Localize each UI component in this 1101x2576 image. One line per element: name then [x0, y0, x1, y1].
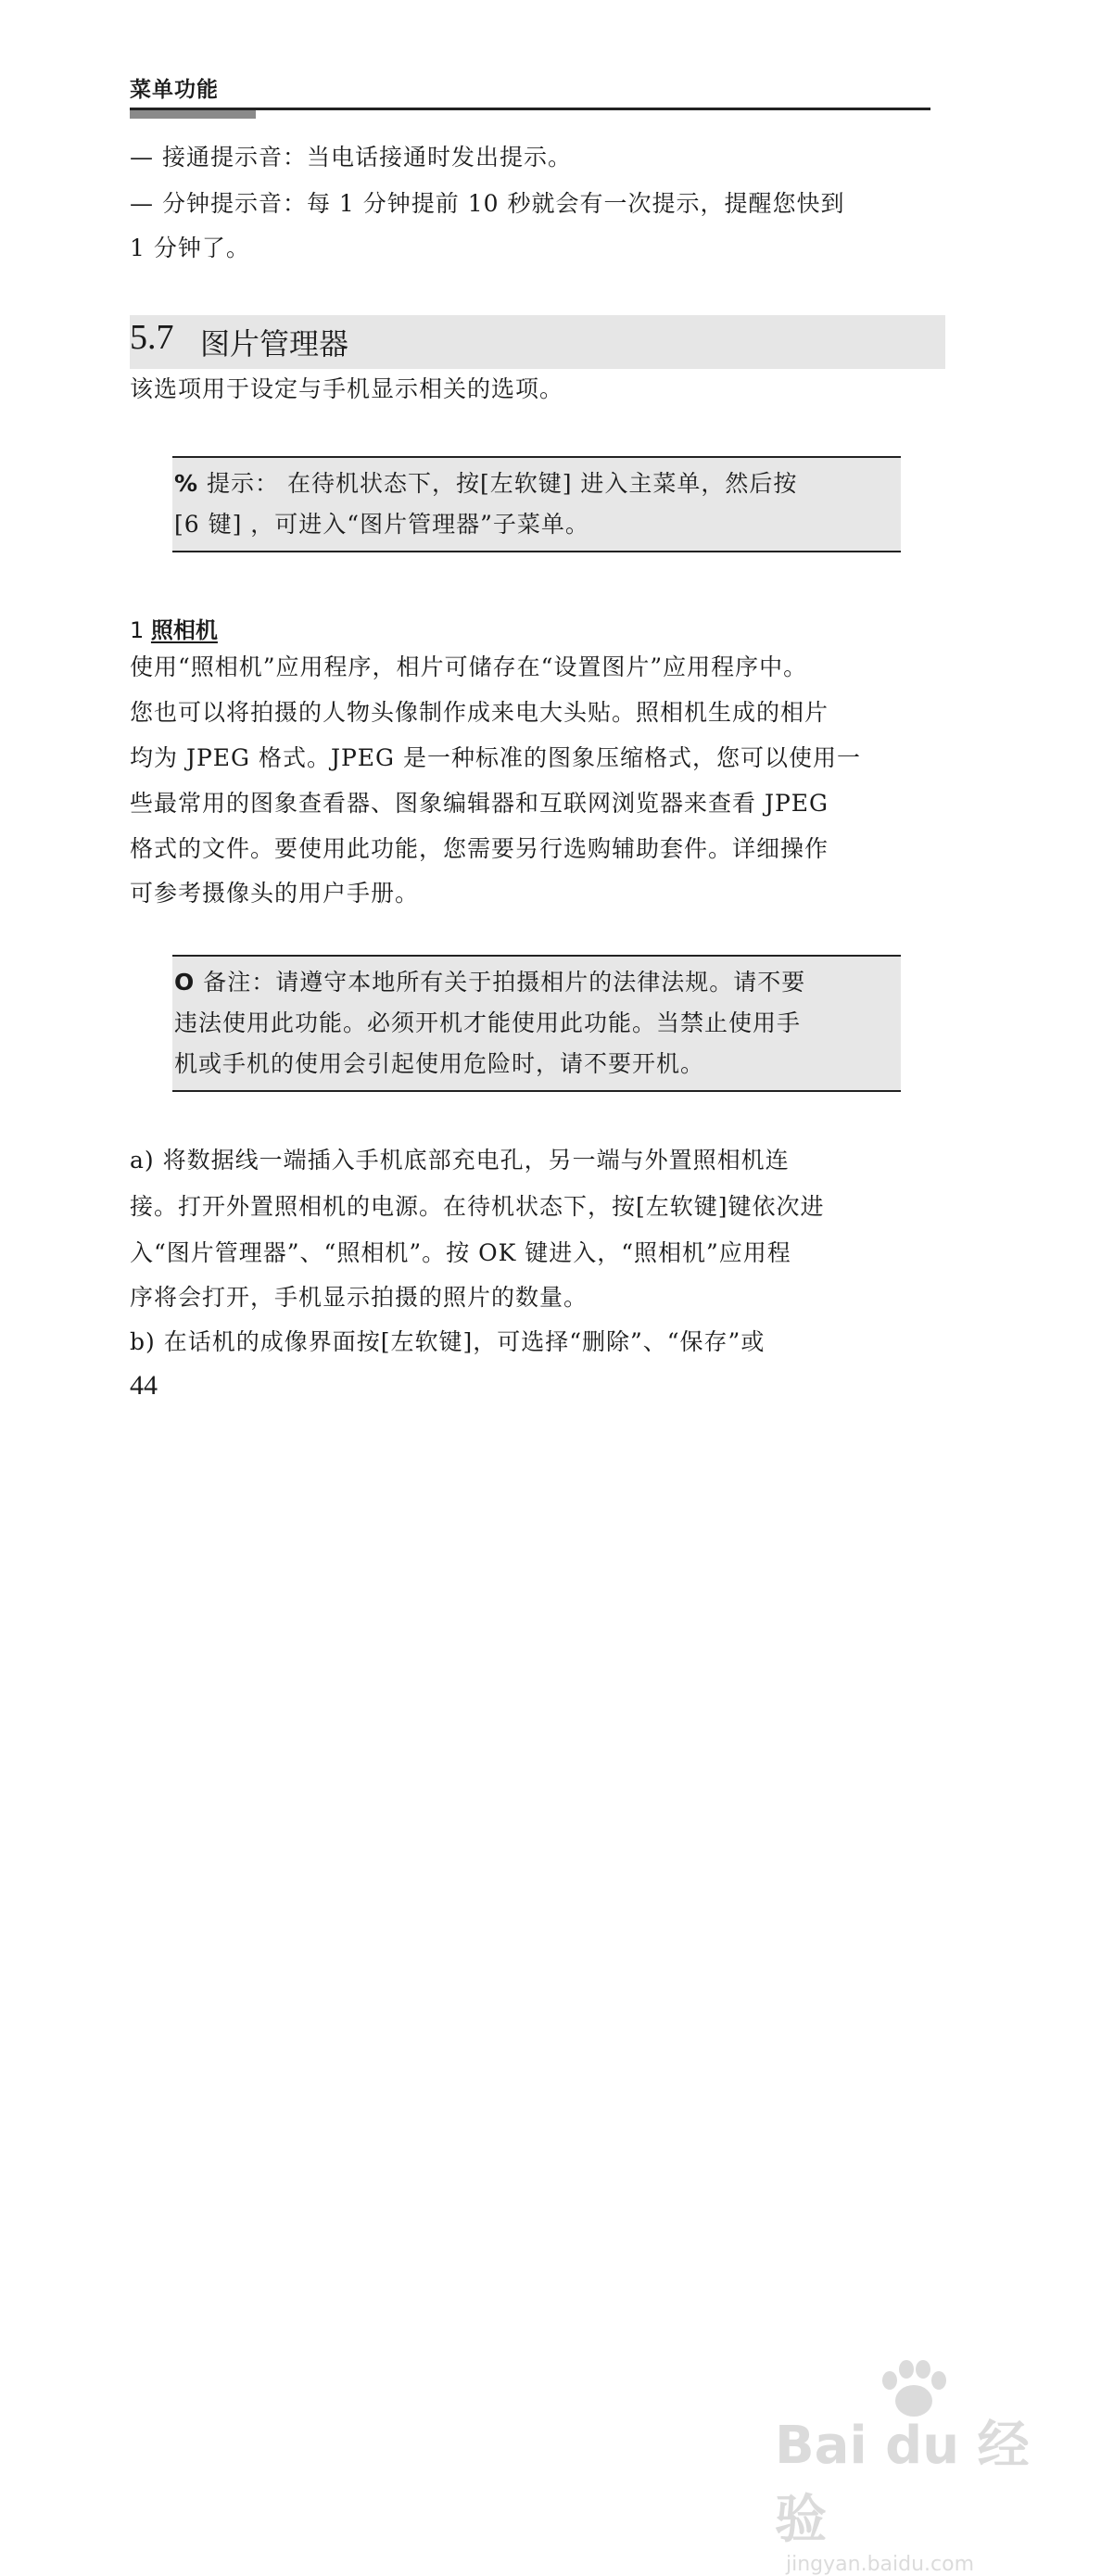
subsection-heading — [130, 612, 218, 644]
step-a-line: 序将会打开，手机显示拍摄的照片的数量。 — [130, 1284, 588, 1311]
step-a-line: 入“图片管理器”、“照相机”。按 OK 键进入，“照相机”应用程 — [130, 1239, 791, 1266]
camera-para-line: 些最常用的图象查看器、图象编辑器和互联网浏览器来查看 JPEG — [130, 790, 829, 817]
remark-line-1: O 备注：请遵守本地所有关于拍摄相片的法律法规。请不要 — [174, 969, 806, 996]
tip-line-2: [6 键] ，可进入“图片管理器”子菜单。 — [174, 511, 589, 538]
subsection-title: 照相机 — [150, 617, 218, 643]
remark-line-2: 违法使用此功能。必须开机才能使用此功能。当禁止使用手 — [174, 1009, 802, 1036]
header-accent-bar — [130, 110, 256, 119]
intro-line-1: — 接通提示音：当电话接通时发出提示。 — [130, 144, 572, 171]
remark-line-3: 机或手机的使用会引起使用危险时，请不要开机。 — [174, 1050, 705, 1077]
section-title: 图片管理器 — [200, 326, 349, 362]
step-b-line: b) 在话机的成像界面按[左软键]，可选择“删除”、“保存”或 — [130, 1328, 766, 1355]
watermark-brand: Bai du 经验 — [775, 2416, 1030, 2550]
page-number: 44 — [130, 1370, 158, 1401]
camera-para-line: 可参考摄像头的用户手册。 — [130, 880, 420, 907]
running-header: 菜单功能 — [130, 78, 219, 102]
subsection-number: 1 — [130, 617, 145, 643]
tip-line-1: % 提示： 在待机状态下，按[左软键] 进入主菜单，然后按 — [174, 470, 798, 497]
step-a-line: 接。打开外置照相机的电源。在待机状态下，按[左软键]键依次进 — [130, 1193, 825, 1220]
section-description: 该选项用于设定与手机显示相关的选项。 — [130, 375, 564, 402]
step-a-line: a) 将数据线一端插入手机底部充电孔，另一端与外置照相机连 — [130, 1147, 790, 1174]
remark-box — [172, 955, 901, 1092]
tip-icon: % — [174, 470, 199, 497]
baidu-watermark — [775, 2336, 1053, 2576]
camera-para-line: 均为 JPEG 格式。JPEG 是一种标准的图象压缩格式，您可以使用一 — [130, 744, 861, 771]
intro-line-3: 1 分钟了。 — [130, 235, 250, 261]
intro-line-2: — 分钟提示音：每 1 分钟提前 10 秒就会有一次提示，提醒您快到 — [130, 190, 845, 217]
camera-para-line: 您也可以将拍摄的人物头像制作成来电大头贴。照相机生成的相片 — [130, 699, 829, 726]
remark-icon: O — [174, 969, 196, 996]
camera-para-line: 使用“照相机”应用程序，相片可储存在“设置图片”应用程序中。 — [130, 654, 808, 680]
watermark-url: jingyan.baidu.com — [786, 2553, 975, 2576]
camera-para-line: 格式的文件。要使用此功能，您需要另行选购辅助套件。详细操作 — [130, 835, 829, 862]
tip-box — [172, 456, 901, 552]
section-number: 5.7 — [130, 318, 174, 357]
